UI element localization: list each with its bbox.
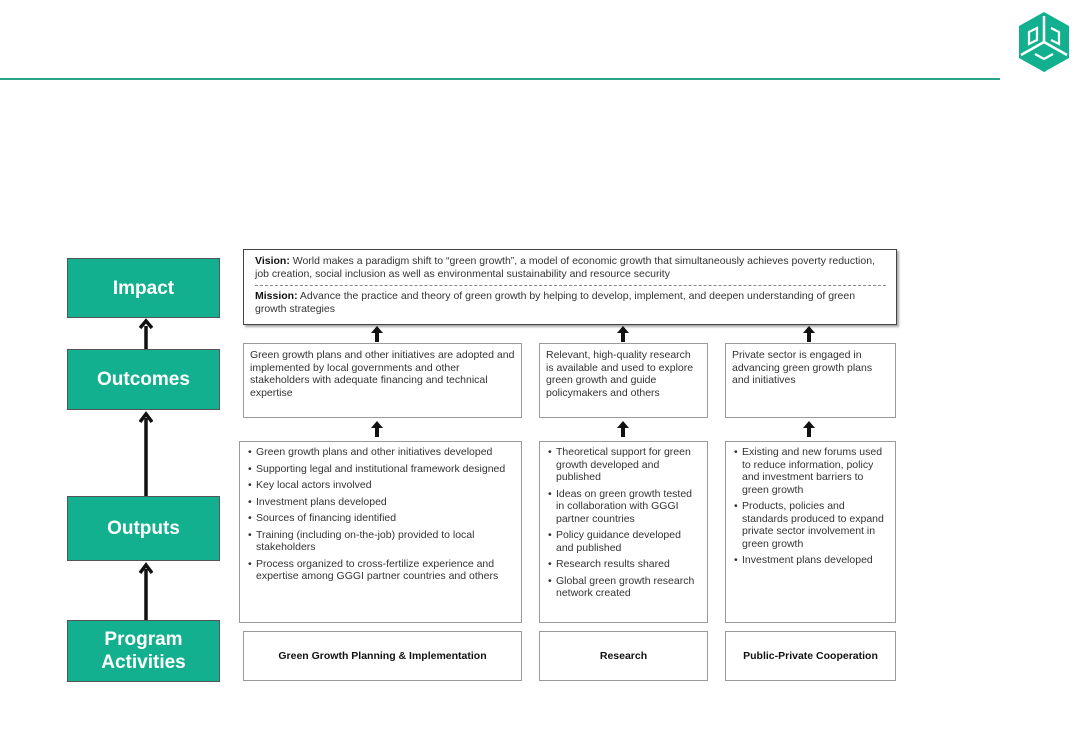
level-impact: Impact	[67, 258, 220, 318]
up-arrow-icon	[803, 421, 815, 437]
up-arrow-icon	[139, 318, 153, 349]
list-item: • Research results shared	[556, 558, 701, 571]
list-item: • Key local actors involved	[256, 479, 515, 492]
outputs-private-sector	[725, 441, 896, 623]
level-outputs: Outputs	[67, 496, 220, 561]
outcome-private-sector: Private sector is engaged in advancing green growth plans and initiatives	[725, 343, 896, 418]
outcome-planning: Green growth plans and other initiatives are adopted and implemented by local governments and other stakeholders with adequate financing and technical expertise	[243, 343, 522, 418]
vision-mission-box	[243, 249, 897, 325]
outputs-research	[539, 441, 708, 623]
list-item: • Ideas on green growth tested in collaboration with GGGI partner countries	[556, 488, 701, 526]
up-arrow-icon	[617, 326, 629, 342]
list-item: • Existing and new forums used to reduce information, policy and investment barriers to green growth	[742, 446, 889, 496]
activity-research: Research	[539, 631, 708, 681]
list-item: • Investment plans developed	[742, 554, 889, 567]
activity-planning: Green Growth Planning & Implementation	[243, 631, 522, 681]
mission-text: Advance the practice and theory of green growth by helping to develop, implement, and deepen understanding of green growth strategies	[255, 290, 856, 315]
outputs-planning	[239, 441, 522, 623]
list-item: • Sources of financing identified	[256, 512, 515, 525]
vision-statement	[255, 255, 886, 280]
activity-private-cooperation: Public-Private Cooperation	[725, 631, 896, 681]
logo-text: GGGI	[1044, 72, 1047, 73]
up-arrow-icon	[371, 421, 383, 437]
list-item: • Products, policies and standards produced to expand private sector involvement in green growth	[742, 500, 889, 550]
header-rule	[0, 78, 1000, 80]
outcome-research: Relevant, high-quality research is available and used to explore green growth and guide policymakers and others	[539, 343, 708, 418]
list-item: • Training (including on-the-job) provided to local stakeholders	[256, 529, 515, 554]
list-item: • Green growth plans and other initiatives developed	[256, 446, 515, 459]
level-outcomes: Outcomes	[67, 349, 220, 410]
list-item: • Global green growth research network created	[556, 575, 701, 600]
list-item: • Process organized to cross-fertilize experience and expertise among GGGI partner countries and others	[256, 558, 515, 583]
up-arrow-icon	[139, 561, 153, 620]
up-arrow-icon	[803, 326, 815, 342]
level-activities: Program Activities	[67, 620, 220, 682]
list-item: • Policy guidance developed and published	[556, 529, 701, 554]
vision-text: World makes a paradigm shift to “green growth”, a model of economic growth that simultaneously achieves poverty reduction, job creation, social inclusion as well as environmental sustainability and resource security	[255, 255, 875, 280]
up-arrow-icon	[617, 421, 629, 437]
mission-label: Mission:	[255, 290, 298, 302]
vision-label: Vision:	[255, 255, 290, 267]
list-item: • Investment plans developed	[256, 496, 515, 509]
up-arrow-icon	[371, 326, 383, 342]
vision-divider	[255, 285, 886, 286]
gggi-logo-icon	[1015, 10, 1073, 74]
list-item: • Supporting legal and institutional framework designed	[256, 463, 515, 476]
list-item: • Theoretical support for green growth developed and published	[556, 446, 701, 484]
mission-statement	[255, 290, 886, 315]
up-arrow-icon	[139, 410, 153, 496]
